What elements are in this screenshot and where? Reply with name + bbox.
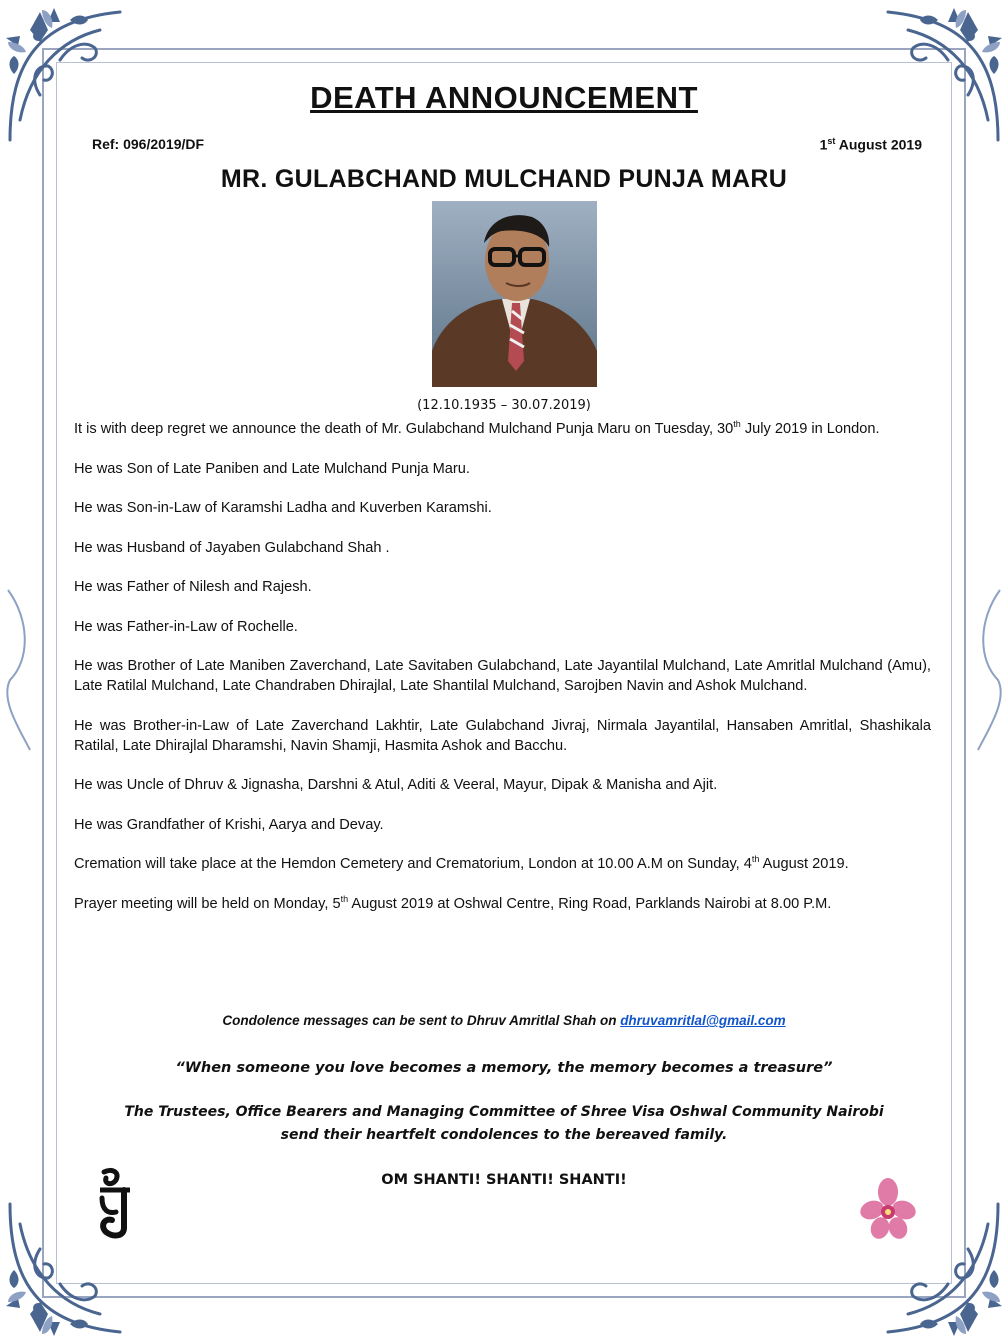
body-paragraph: He was Son of Late Paniben and Late Mulchand Punja Maru. bbox=[74, 460, 470, 477]
body-paragraph: It is with deep regret we announce the death of Mr. Gulabchand Mulchand Punja Maru on Tuesday, 30th July 2019 in London. bbox=[74, 419, 880, 437]
om-symbol-icon bbox=[96, 1166, 136, 1240]
body-paragraph: He was Brother of Late Maniben Zaverchand, Late Savitaben Gulabchand, Late Jayantilal Mulchand, Late Amritlal Mulchand (Amu), Late Ratilal Mulchand, Late Chandraben Dhirajlal, Late Shantilal Mulchand, Sarojben Navin and Ashok Mulchand. bbox=[74, 658, 931, 694]
trustees-message: The Trustees, Office Bearers and Managing Committee of Shree Visa Oshwal Community Nairobi send their heartfelt condolences to the bereaved family. bbox=[124, 1104, 884, 1143]
body-paragraph: Prayer meeting will be held on Monday, 5th August 2019 at Oshwal Centre, Ring Road, Parklands Nairobi at 8.00 P.M. bbox=[74, 893, 832, 912]
body-paragraph: He was Husband of Jayaben Gulabchand Shah . bbox=[74, 539, 390, 556]
body-paragraph: He was Son-in-Law of Karamshi Ladha and Kuverben Karamshi. bbox=[74, 500, 492, 516]
body-paragraph: He was Brother-in-Law of Late Zaverchand Lakhtir, Late Gulabchand Jivraj, Nirmala Jayantilal, Hansaben Amritlal, Shashikala Ratilal, Late Dhirajlal Dharamshi, Navin Shamji, Hasmita Ashok and Bacchu. bbox=[74, 717, 931, 754]
announcement-date: 1st August 2019 bbox=[819, 136, 922, 153]
deceased-name: MR. GULABCHAND MULCHAND PUNJA MARU bbox=[220, 165, 788, 193]
portrait-photo bbox=[432, 201, 597, 387]
floral-corner-icon bbox=[0, 0, 150, 150]
pink-flower-icon bbox=[858, 1176, 918, 1242]
body-paragraph: He was Father of Nilesh and Rajesh. bbox=[74, 579, 312, 595]
floral-corner-icon bbox=[858, 0, 1008, 150]
body-paragraph: He was Father-in-Law of Rochelle. bbox=[74, 618, 298, 635]
memorial-quote: “When someone you love becomes a memory, the memory becomes a treasure” bbox=[175, 1060, 833, 1076]
body-paragraph: He was Uncle of Dhruv & Jignasha, Darshni & Atul, Aditi & Veeral, Mayur, Dipak & Manisha and Ajit. bbox=[74, 777, 718, 793]
body-paragraph: He was Grandfather of Krishi, Aarya and Devay. bbox=[74, 816, 384, 833]
condolence-email-link[interactable]: dhruvamritlal@gmail.com bbox=[620, 1013, 786, 1028]
page-title: DEATH ANNOUNCEMENT bbox=[310, 80, 698, 115]
condolence-line: Condolence messages can be sent to Dhruv Amritlal Shah on dhruvamritlal@gmail.com bbox=[222, 1013, 786, 1028]
body-paragraph: Cremation will take place at the Hemdon Cemetery and Crematorium, London at 10.00 A.M on Sunday, 4th August 2019. bbox=[74, 854, 849, 872]
announcement-body bbox=[74, 419, 931, 933]
life-dates: (12.10.1935 – 30.07.2019) bbox=[417, 398, 591, 413]
om-shanti: OM SHANTI! SHANTI! SHANTI! bbox=[381, 1172, 627, 1188]
reference-number: Ref: 096/2019/DF bbox=[92, 136, 205, 152]
side-scroll-ornament-icon bbox=[968, 580, 1008, 760]
side-scroll-ornament-icon bbox=[0, 580, 40, 760]
